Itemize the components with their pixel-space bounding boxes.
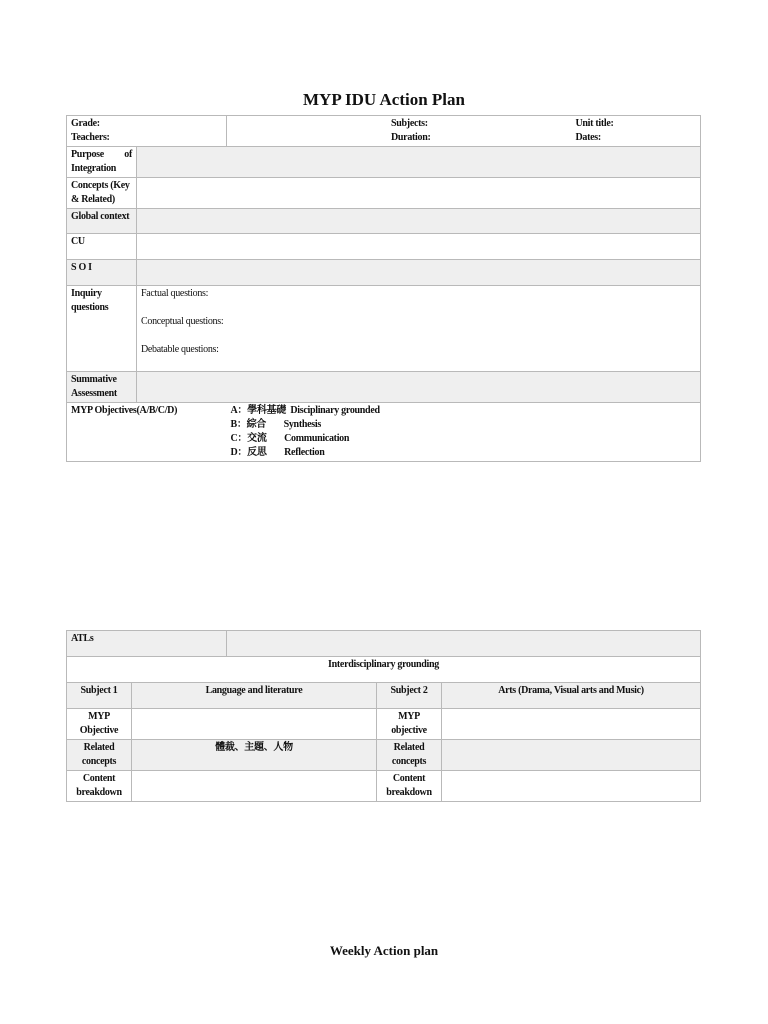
myp-objective-label-1: MYP Objective	[67, 709, 132, 740]
global-context-row	[67, 209, 701, 234]
myp-objective-input-2[interactable]	[442, 709, 701, 740]
atls-input[interactable]	[227, 631, 701, 657]
interdisciplinary-row	[67, 657, 701, 683]
myp-objective-label-2: MYP objective	[377, 709, 442, 740]
concepts-input[interactable]	[137, 178, 701, 209]
objective-d: D：反思 Reflection	[230, 447, 325, 458]
purpose-row	[67, 147, 701, 178]
interdisciplinary-heading: Interdisciplinary grounding	[67, 657, 701, 683]
unit-dates-cell	[576, 116, 701, 147]
objectives-row	[67, 403, 701, 462]
content-breakdown-label-2: Content breakdown	[377, 771, 442, 802]
related-concepts-label-1: Related concepts	[67, 740, 132, 771]
concepts-row	[67, 178, 701, 209]
inquiry-row	[67, 286, 701, 372]
atls-label: ATLs	[67, 631, 227, 657]
purpose-input[interactable]	[137, 147, 701, 178]
cu-row	[67, 234, 701, 260]
grade-teachers-cell	[67, 116, 227, 147]
subjects-label: Subjects:	[391, 118, 428, 129]
objective-b: B：綜合 Synthesis	[230, 419, 321, 430]
document-title: MYP IDU Action Plan	[303, 90, 465, 109]
content-breakdown-row	[67, 771, 701, 802]
content-breakdown-input-2[interactable]	[442, 771, 701, 802]
inquiry-input[interactable]	[137, 286, 701, 372]
global-context-input[interactable]	[137, 209, 701, 234]
subjects-duration-cell	[227, 116, 513, 147]
idu-plan-table	[66, 115, 701, 462]
conceptual-questions: Conceptual questions:	[141, 316, 224, 327]
content-breakdown-input-1[interactable]	[132, 771, 377, 802]
global-context-label: Global context	[67, 209, 137, 234]
dates-label: Dates:	[575, 132, 601, 143]
content-breakdown-label-1: Content breakdown	[67, 771, 132, 802]
soi-row	[67, 260, 701, 286]
summative-input[interactable]	[137, 372, 701, 403]
subject1-value: Language and literature	[132, 683, 377, 709]
cu-input[interactable]	[137, 234, 701, 260]
teachers-label: Teachers:	[71, 132, 110, 143]
grade-label: Grade:	[71, 118, 100, 129]
unit-title-label: Unit title:	[575, 118, 614, 129]
objectives-label: MYP Objectives(A/B/C/D)	[67, 403, 227, 462]
weekly-plan-title: Weekly Action plan	[329, 943, 439, 958]
subject-row	[67, 683, 701, 709]
soi-label: S O I	[67, 260, 137, 286]
related-concepts-row	[67, 740, 701, 771]
atls-row	[67, 631, 701, 657]
header-row	[67, 116, 701, 147]
factual-questions: Factual questions:	[141, 288, 209, 299]
subject2-value: Arts (Drama, Visual arts and Music)	[442, 683, 701, 709]
objective-row	[67, 709, 701, 740]
interdisciplinary-table	[66, 630, 701, 802]
debatable-questions: Debatable questions:	[141, 344, 219, 355]
objective-c: C：交流 Communication	[230, 433, 350, 444]
related-concepts-input-2[interactable]	[442, 740, 701, 771]
subject1-label: Subject 1	[67, 683, 132, 709]
soi-input[interactable]	[137, 260, 701, 286]
objectives-list	[227, 403, 701, 462]
purpose-label: Purpose of Integration	[67, 147, 137, 178]
related-concepts-value-1[interactable]: 體裁、主題、人物	[132, 740, 377, 771]
related-concepts-label-2: Related concepts	[377, 740, 442, 771]
duration-label: Duration:	[391, 132, 431, 143]
concepts-label: Concepts (Key & Related)	[67, 178, 137, 209]
subject2-label: Subject 2	[377, 683, 442, 709]
cu-label: CU	[67, 234, 137, 260]
summative-row	[67, 372, 701, 403]
inquiry-label: Inquiry questions	[67, 286, 137, 372]
summative-label: Summative Assessment	[67, 372, 137, 403]
myp-objective-input-1[interactable]	[132, 709, 377, 740]
objective-a: A：學科基礎 Disciplinary grounded	[230, 405, 380, 416]
